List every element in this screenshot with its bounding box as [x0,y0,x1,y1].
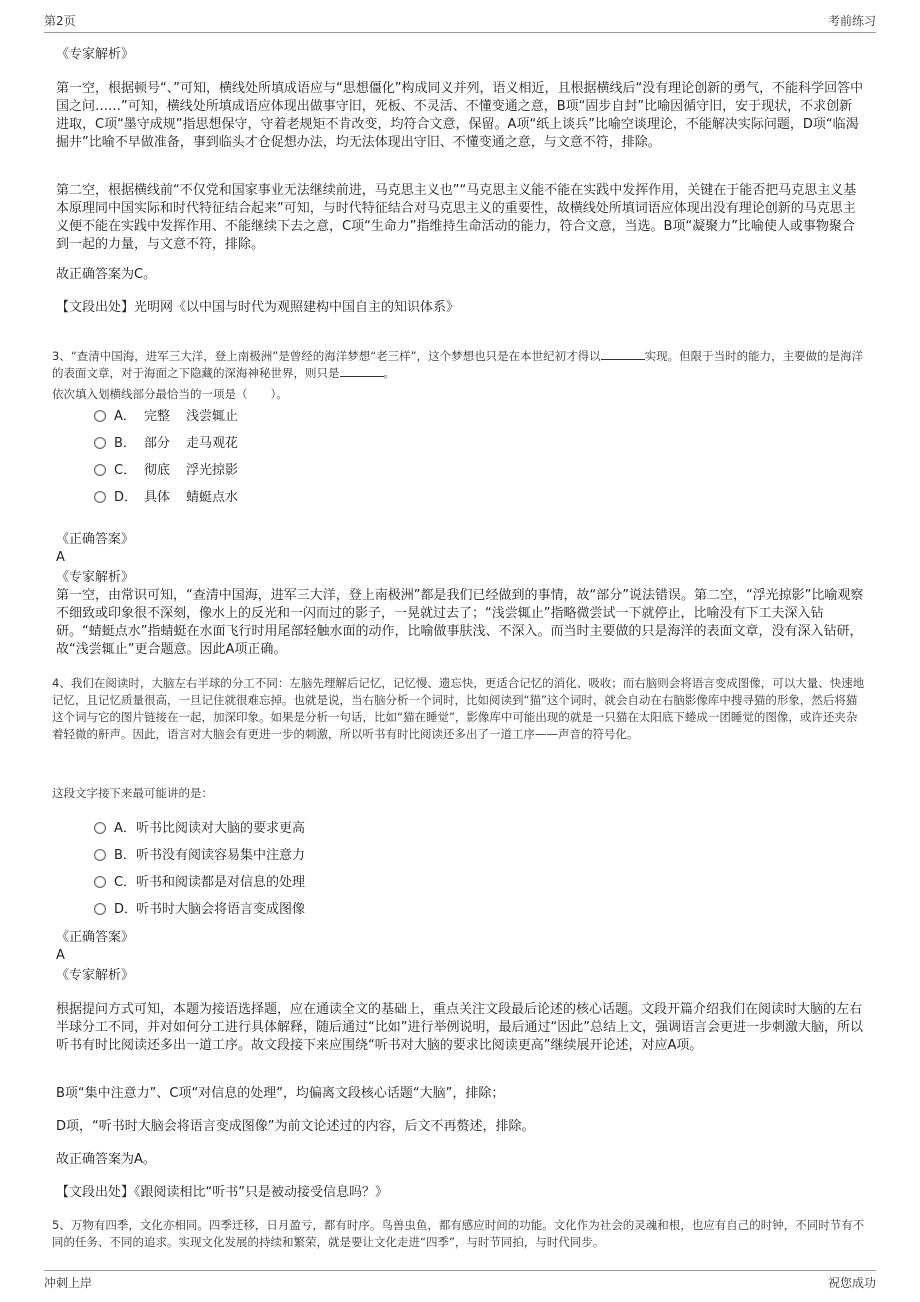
radio-icon[interactable] [94,410,106,422]
q4-source: 【文段出处】《跟阅读相比“听书”只是被动接受信息吗？》 [56,1185,388,1200]
q4-option-b[interactable]: B．听书没有阅读容易集中注意力 [94,847,305,865]
q4-analysis-para1: 根据提问方式可知，本题为接语选择题，应在通读全文的基础上，重点关注文段最后论述的核心话题。文段开篇介绍我们在阅读时大脑的左右半球分工不同，并对如何分工进行具体解释，随后通过“比如”进行举例说明，最后通过“因此”总结上文，强调语言会更进一步刺激大脑，所以听书有时比阅读还多出一道工序。故文段接下来应围绕“听书对大脑的要求比阅读更高”继续展开论述，对应A项。 [56,1002,863,1053]
q3-analysis: 第一空，由常识可知，“查清中国海，进军三大洋，登上南极洲”都是我们已经做到的事情，故“部分”说法错误。第二空，“浮光掠影”比喻观察不细致或印象很不深刻，像水上的反光和一闪而过的影子，一晃就过去了；“浅尝辄止”指略微尝试一下就停止，比喻没有下工夫深入钻研。“蜻蜓点水”指蜻蜓在水面飞行时用尾部轻触水面的动作，比喻做事肤浅、不深入。而当时主要做的只是海洋的表面文章，没有深入钻研，故“浅尝辄止”更合题意。因此A项正确。 [56,588,864,657]
radio-icon[interactable] [94,903,106,915]
q3-answer: A [56,550,65,565]
q3-option-a[interactable]: A． 完整 浅尝辄止 [94,408,238,426]
radio-icon[interactable] [94,437,106,449]
q3-answer-title: 《正确答案》 [56,532,135,547]
q3-blank-1 [601,348,645,360]
page-number: 第2页 [44,14,76,28]
page-header [44,12,876,33]
q3-prompt: 依次填入划横线部分最恰当的一项是（ ）。 [52,387,288,401]
q4-answer: A [56,948,65,963]
q3-option-d[interactable]: D． 具体 蜻蜓点水 [94,489,238,507]
q5-stem: 5、万物有四季，文化亦相同。四季迁移，日月盈亏，都有时序。鸟兽虫鱼，都有感应时间的功能。文化作为社会的灵魂和根，也应有自己的时钟，不同时节有不同的任务、不同的追求。实现文化发展的持续和繁荣，就是要让文化走进“四季”，与时节同拍，与时代同步。 [52,1218,865,1249]
q3-blank-2 [340,365,384,377]
footer-left: 冲刺上岸 [44,1276,93,1290]
header-title: 考前练习 [827,14,876,28]
q4-prompt: 这段文字接下来最可能讲的是： [52,786,213,800]
q4-analysis-title: 《专家解析》 [56,968,135,983]
radio-icon[interactable] [94,876,106,888]
q4-answer-title: 《正确答案》 [56,930,135,945]
q2-source: 【文段出处】光明网《以中国与时代为观照建构中国自主的知识体系》 [56,300,460,315]
q2-analysis-para1: 第一空，根据顿号“、”可知，横线处所填成语应与“思想僵化”构成同义并列，语义相近，且根据横线后“没有理论创新的勇气，不能科学回答中国之问……”可知，横线处所填成语应体现出做事守旧，死板、不灵活、不懂变通之意，B项“固步自封”比喻因循守旧，安于现状，不求创新进取，C项“墨守成规”指思想保守，守着老规矩不肯改变，均符合文意，保留。A项“纸上谈兵”比喻空谈理论，不能解决实际问题，D项“临渴掘井”比喻不早做准备，事到临头才仓促想办法，均无法体现出守旧、不懂变通之意，与文意不符，排除。 [56,81,864,150]
q4-option-d[interactable]: D．听书时大脑会将语言变成图像 [94,901,305,919]
q4-analysis-para2: B项“集中注意力”、C项“对信息的处理”，均偏离文段核心话题“大脑”，排除； [56,1086,505,1101]
q2-analysis-para2: 第二空，根据横线前“不仅党和国家事业无法继续前进，马克思主义也”“马克思主义能不能在实践中发挥作用，关键在于能否把马克思主义基本原理同中国实际和时代特征结合起来”可知，与时代特征结合对马克思主义的重要性，故横线处所填词语应体现出没有理论创新的马克思主义便不能在实践中发挥作用、不能继续下去之意，C项“生命力”指维持生命活动的能力，符合文意，当选。B项“凝聚力”比喻使人或事物聚合到一起的力量，与文意不符，排除。 [56,183,857,252]
q4-option-c[interactable]: C．听书和阅读都是对信息的处理 [94,874,305,892]
page-footer [44,1270,876,1293]
q4-analysis-para3: D项，“听书时大脑会将语言变成图像”为前文论述过的内容，后文不再赘述，排除。 [56,1119,535,1134]
q2-conclusion: 故正确答案为C。 [56,267,157,282]
q3-analysis-title: 《专家解析》 [56,570,135,585]
radio-icon[interactable] [94,491,106,503]
q4-conclusion: 故正确答案为A。 [56,1152,156,1167]
q2-analysis-title: 《专家解析》 [56,47,135,62]
q3-option-c[interactable]: C． 彻底 浮光掠影 [94,462,238,480]
footer-right: 祝您成功 [827,1276,876,1290]
radio-icon[interactable] [94,464,106,476]
q3-option-b[interactable]: B． 部分 走马观花 [94,435,238,453]
q4-stem: 4、我们在阅读时，大脑左右半球的分工不同：左脑先理解后记忆，记忆慢、遗忘快，更适合记忆的消化、吸收；而右脑则会将语言变成图像，可以大量、快速地记忆，且记忆质量很高，一旦记住就很难忘掉。也就是说，当右脑分析一个词时，比如阅读到“猫”这个词时，就会自动在右脑影像库中搜寻猫的形象，然后将猫这个词与它的图片链接在一起，加深印象。如果是分析一句话，比如“猫在睡觉”，影像库中可能出现的就是一只猫在太阳底下蜷成一团睡觉的图像，或许还夹杂着轻微的鼾声。因此，语言对大脑会有更进一步的刺激，所以听书有时比阅读还多出了一道工序——声音的符号化。 [52,676,865,741]
radio-icon[interactable] [94,849,106,861]
q4-option-a[interactable]: A．听书比阅读对大脑的要求更高 [94,820,305,838]
q3-stem: 3、“查清中国海，进军三大洋，登上南极洲”是曾经的海洋梦想“老三样”，这个梦想也只是在本世纪初才得以 实现。但限于当时的能力，主要做的是海洋的表面文章，对于海面之下隐藏的深海神秘世界，则只是 。 [52,349,864,380]
radio-icon[interactable] [94,822,106,834]
